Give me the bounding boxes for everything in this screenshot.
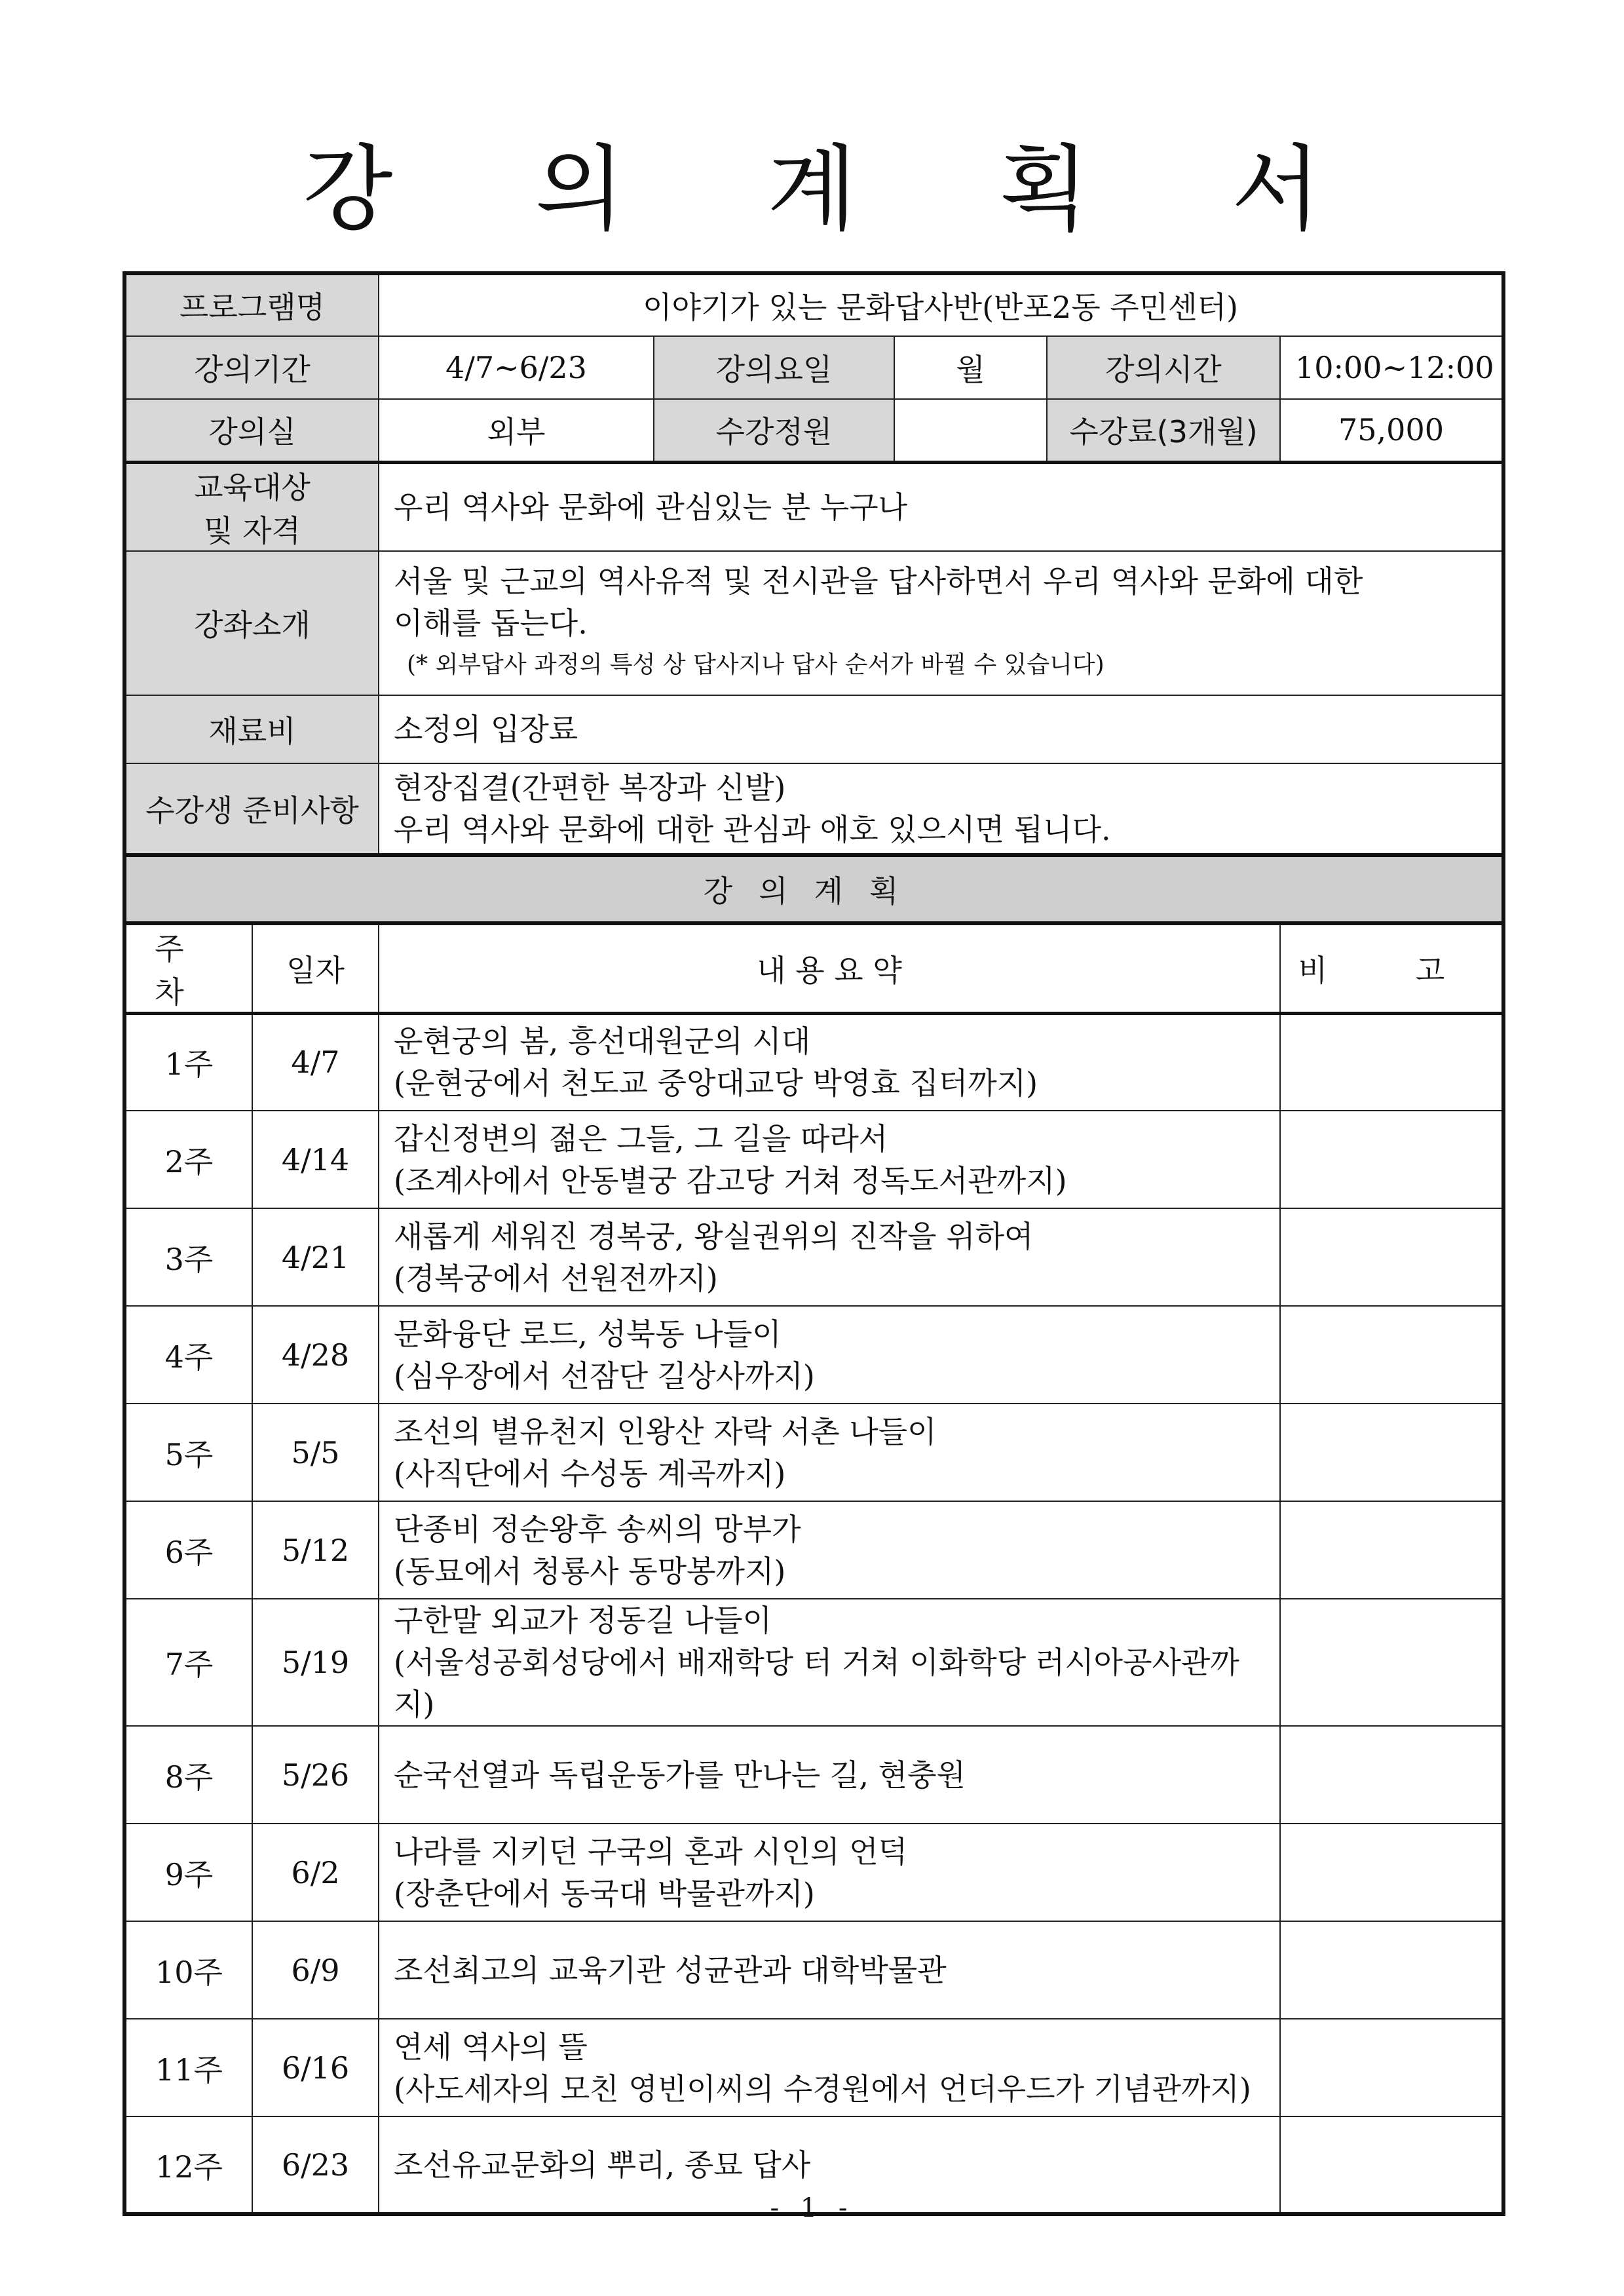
plan-note [1280,2019,1503,2116]
plan-date: 4/21 [252,1208,379,1306]
plan-content-title: 운현궁의 봄, 흥선대원군의 시대 [394,1024,811,1060]
room-label: 강의실 [124,399,379,462]
plan-date: 4/28 [252,1306,379,1404]
plan-note [1280,1111,1503,1208]
plan-week: 9주 [124,1824,252,1921]
plan-week: 10주 [124,1921,252,2019]
schedule-row [124,336,1503,399]
target-label-line2: 및 자격 [204,512,301,548]
prep-label: 수강생 준비사항 [124,763,379,855]
plan-content-title: 구한말 외교가 정동길 나들이 [394,1603,772,1638]
plan-row [124,1111,1503,1208]
plan-rows [124,1013,1503,2214]
plan-content [379,1208,1280,1306]
col-note-header: 비 고 [1280,923,1503,1014]
program-row [124,273,1503,336]
plan-content [379,1111,1280,1208]
plan-note [1280,1208,1503,1306]
room-row [124,399,1503,462]
plan-content-title: 새롭게 세워진 경복궁, 왕실권위의 진작을 위하여 [394,1218,1034,1254]
plan-note [1280,1013,1503,1111]
plan-note [1280,1726,1503,1824]
intro-line2: 이해를 돕는다. [394,605,588,641]
plan-row [124,1921,1503,2019]
plan-week: 3주 [124,1208,252,1306]
plan-row [124,1208,1503,1306]
program-label: 프로그램명 [124,273,379,336]
col-content-header: 내 용 요 약 [379,923,1280,1014]
day-label: 강의요일 [654,336,894,399]
plan-date: 6/9 [252,1921,379,2019]
capacity-value [894,399,1047,462]
plan-content [379,1013,1280,1111]
plan-content-route: (심우장에서 선잠단 길상사까지) [394,1358,815,1394]
document-title: 강 의 계 획 서 [303,136,1378,244]
intro-row [124,551,1503,695]
plan-section-header [124,855,1503,923]
plan-content-route: (장춘단에서 동국대 박물관까지) [394,1875,815,1911]
plan-column-header [124,923,1503,1014]
intro-label: 강좌소개 [124,551,379,695]
period-label: 강의기간 [124,336,379,399]
time-label: 강의시간 [1047,336,1280,399]
intro-line1: 서울 및 근교의 역사유적 및 전시관을 답사하면서 우리 역사와 문화에 대한 [394,563,1363,599]
plan-date: 5/5 [252,1404,379,1501]
plan-week: 8주 [124,1726,252,1824]
plan-content-route: (경복궁에서 선원전까지) [394,1260,718,1296]
plan-content [379,1501,1280,1599]
plan-row [124,2019,1503,2116]
plan-week: 7주 [124,1599,252,1726]
plan-week: 4주 [124,1306,252,1404]
prep-line1: 현장집결(간편한 복장과 신발) [394,769,786,805]
lecture-plan-table [123,271,1505,2216]
plan-content [379,1824,1280,1921]
time-value: 10:00~12:00 [1280,336,1503,399]
plan-note [1280,1404,1503,1501]
fee-label: 수강료(3개월) [1047,399,1280,462]
prep-line2: 우리 역사와 문화에 대한 관심과 애호 있으시면 됩니다. [394,811,1111,847]
plan-content-title: 연세 역사의 뜰 [394,2029,588,2065]
plan-row [124,1501,1503,1599]
capacity-label: 수강정원 [654,399,894,462]
col-week-header: 주 차 [124,923,252,1014]
intro-note: (* 외부답사 과정의 특성 상 답사지나 답사 순서가 바뀔 수 있습니다) [407,651,1105,678]
plan-note [1280,1599,1503,1726]
prep-row [124,763,1503,855]
plan-content-title: 조선최고의 교육기관 성균관과 대학박물관 [394,1952,947,1988]
period-value: 4/7~6/23 [379,336,654,399]
plan-date: 5/19 [252,1599,379,1726]
plan-date: 4/7 [252,1013,379,1111]
plan-week: 11주 [124,2019,252,2116]
room-value: 외부 [379,399,654,462]
target-label-line1: 교육대상 [194,469,311,505]
material-row [124,695,1503,763]
plan-date: 6/2 [252,1824,379,1921]
plan-content [379,2019,1280,2116]
plan-row [124,1599,1503,1726]
target-value: 우리 역사와 문화에 관심있는 분 누구나 [379,462,1503,551]
plan-note [1280,1824,1503,1921]
intro-value [379,551,1503,695]
plan-week: 6주 [124,1501,252,1599]
plan-week: 5주 [124,1404,252,1501]
material-value: 소정의 입장료 [379,695,1503,763]
plan-date: 6/16 [252,2019,379,2116]
plan-note [1280,1921,1503,2019]
plan-content-title: 단종비 정순왕후 송씨의 망부가 [394,1511,801,1547]
plan-content-route: (동묘에서 청룡사 동망봉까지) [394,1553,786,1589]
plan-content-title: 갑신정변의 젊은 그들, 그 길을 따라서 [394,1120,888,1157]
plan-week: 2주 [124,1111,252,1208]
plan-row [124,1726,1503,1824]
plan-content-route: (사도세자의 모친 영빈이씨의 수경원에서 언더우드가 기념관까지) [394,2071,1251,2107]
plan-week: 12주 [124,2116,252,2214]
plan-row [124,1824,1503,1921]
plan-content [379,1726,1280,1824]
plan-content-route: (조계사에서 안동별궁 감고당 거쳐 정독도서관까지) [394,1162,1067,1198]
plan-week: 1주 [124,1013,252,1111]
plan-row [124,1013,1503,1111]
plan-content-route: (운현궁에서 천도교 중앙대교당 박영효 집터까지) [394,1065,1038,1101]
plan-section-title: 강의계획 [124,855,1503,923]
program-value: 이야기가 있는 문화답사반(반포2동 주민센터) [379,273,1503,336]
plan-note [1280,1306,1503,1404]
fee-value: 75,000 [1280,399,1503,462]
plan-content-title: 문화융단 로드, 성북동 나들이 [394,1316,782,1352]
plan-date: 5/12 [252,1501,379,1599]
plan-row [124,1404,1503,1501]
plan-content [379,1921,1280,2019]
plan-content-title: 나라를 지키던 구국의 혼과 시인의 언덕 [394,1833,908,1869]
plan-note [1280,1501,1503,1599]
plan-content [379,1306,1280,1404]
plan-row [124,1306,1503,1404]
plan-content-route: (사직단에서 수성동 계곡까지) [394,1455,786,1491]
prep-value [379,763,1503,855]
plan-date: 4/14 [252,1111,379,1208]
col-date-header: 일자 [252,923,379,1014]
page-number: - 1 - [770,2193,854,2223]
plan-content [379,1404,1280,1501]
plan-content-route: (서울성공회성당에서 배재학당 터 거쳐 이화학당 러시아공사관까지) [394,1645,1239,1722]
target-label [124,462,379,551]
plan-content-title: 순국선열과 독립운동가를 만나는 길, 현충원 [394,1757,966,1793]
material-label: 재료비 [124,695,379,763]
plan-content-title: 조선의 별유천지 인왕산 자락 서촌 나들이 [394,1413,937,1449]
target-row [124,462,1503,551]
plan-content-title: 조선유교문화의 뿌리, 종묘 답사 [394,2147,811,2183]
plan-content [379,1599,1280,1726]
plan-date: 5/26 [252,1726,379,1824]
plan-date: 6/23 [252,2116,379,2214]
day-value: 월 [894,336,1047,399]
